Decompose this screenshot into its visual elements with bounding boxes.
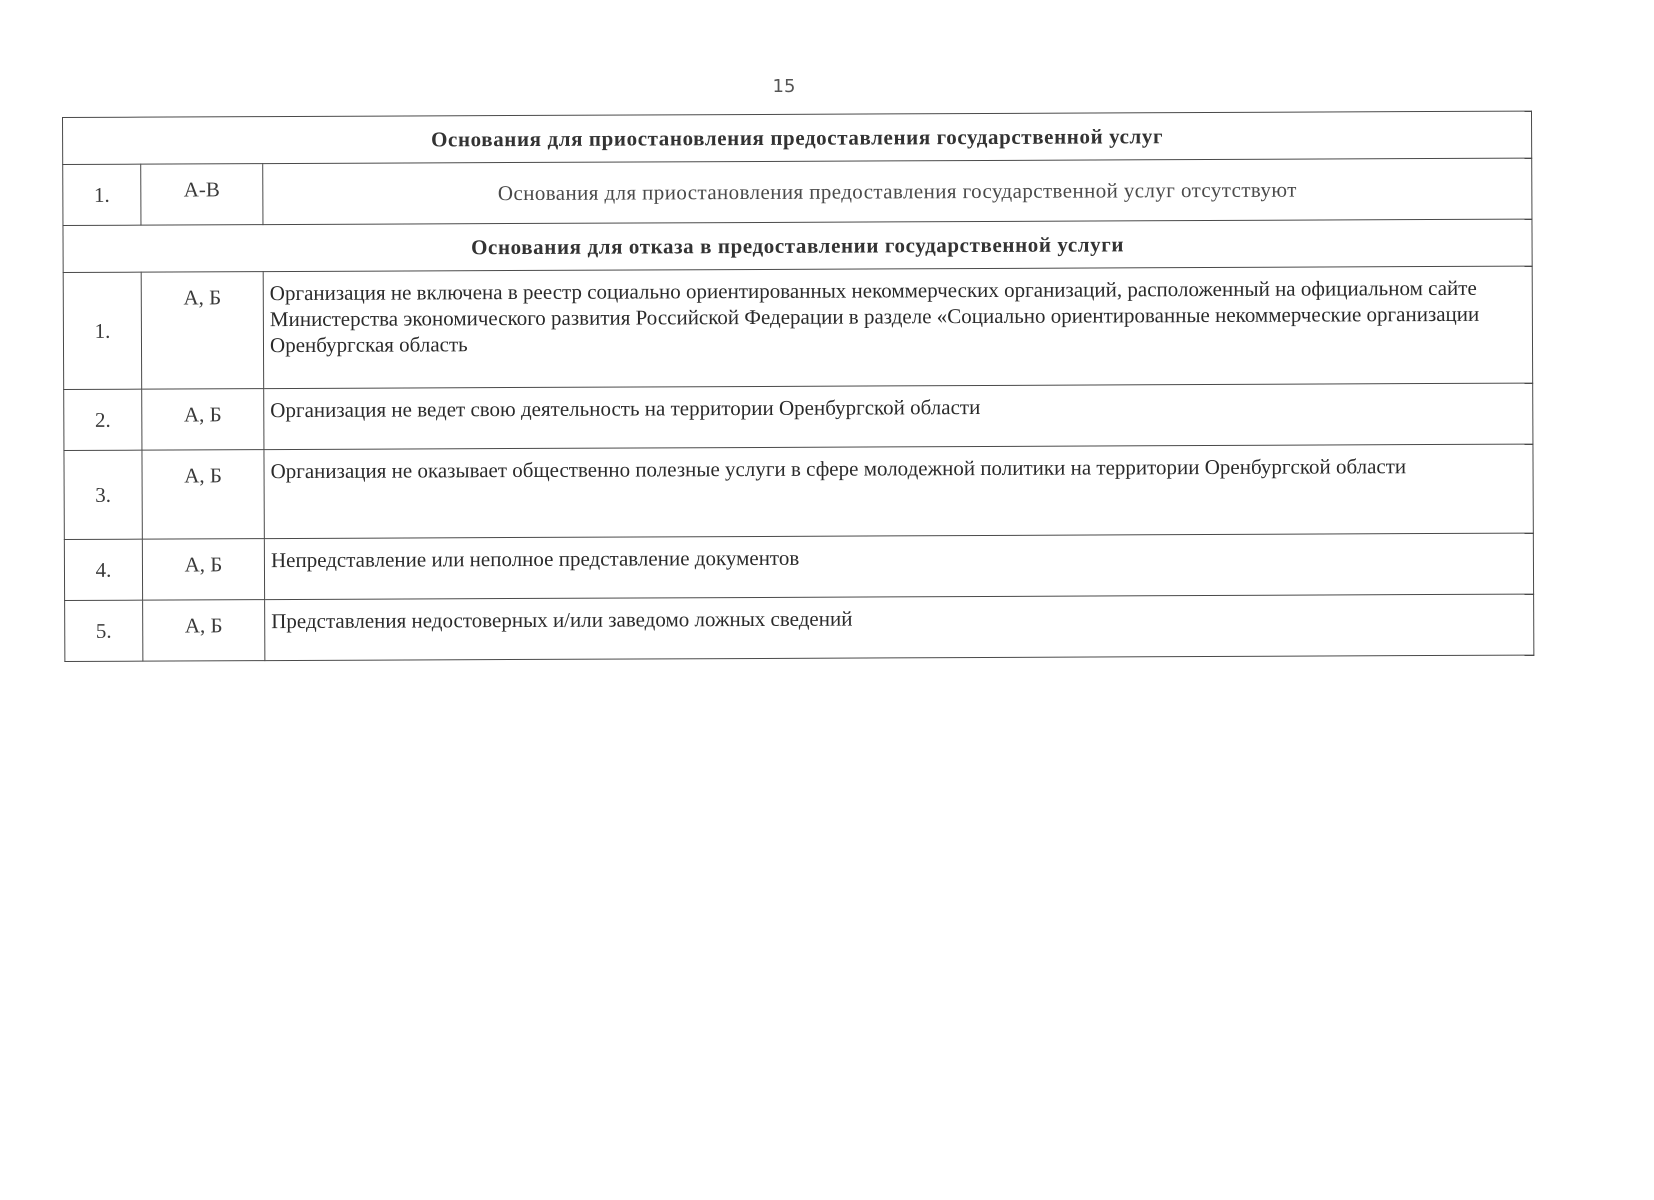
row-number: 3. bbox=[64, 450, 142, 539]
grounds-table bbox=[62, 111, 1534, 662]
section-title: Основания для отказа в предоставлении государственной услуги bbox=[63, 219, 1532, 272]
table-row bbox=[63, 158, 1532, 225]
table-row bbox=[64, 383, 1533, 450]
row-text: Представления недостоверных и/или заведомо ложных сведений bbox=[265, 594, 1534, 661]
row-number: 1. bbox=[63, 272, 142, 389]
row-code: А, Б bbox=[142, 539, 264, 601]
row-text: Организация не включена в реестр социально ориентированных некоммерческих организаций, расположенный на официальном сайте Министерства экономического развития Российской Федерации в разделе «Социально ориентированные некоммерческие организации Оренбургская область bbox=[263, 266, 1532, 389]
row-text: Основания для приостановления предоставления государственной услуг отсутствуют bbox=[263, 158, 1532, 225]
row-code: А-В bbox=[141, 164, 263, 226]
page-number: 15 bbox=[772, 76, 796, 97]
row-number: 4. bbox=[64, 539, 142, 600]
row-number: 2. bbox=[64, 389, 142, 450]
row-text: Организация не ведет свою деятельность на территории Оренбургской области bbox=[264, 383, 1533, 450]
section-header-refusal bbox=[63, 219, 1532, 272]
row-text: Организация не оказывает общественно полезные услуги в сфере молодежной политики на территории Оренбургской области bbox=[264, 444, 1533, 539]
row-code: А, Б bbox=[143, 600, 265, 662]
section-title: Основания для приостановления предоставления государственной услуг bbox=[63, 111, 1532, 164]
row-code: А, Б bbox=[142, 389, 264, 451]
section-header-suspension bbox=[63, 111, 1532, 164]
row-code: А, Б bbox=[141, 272, 264, 390]
row-code: А, Б bbox=[142, 450, 264, 540]
table-row bbox=[65, 594, 1534, 661]
table-row bbox=[64, 444, 1533, 539]
table-row bbox=[64, 533, 1533, 600]
row-number: 1. bbox=[63, 164, 141, 225]
row-number: 5. bbox=[65, 600, 143, 661]
table-row bbox=[63, 266, 1532, 389]
row-text: Непредставление или неполное представление документов bbox=[264, 533, 1533, 600]
